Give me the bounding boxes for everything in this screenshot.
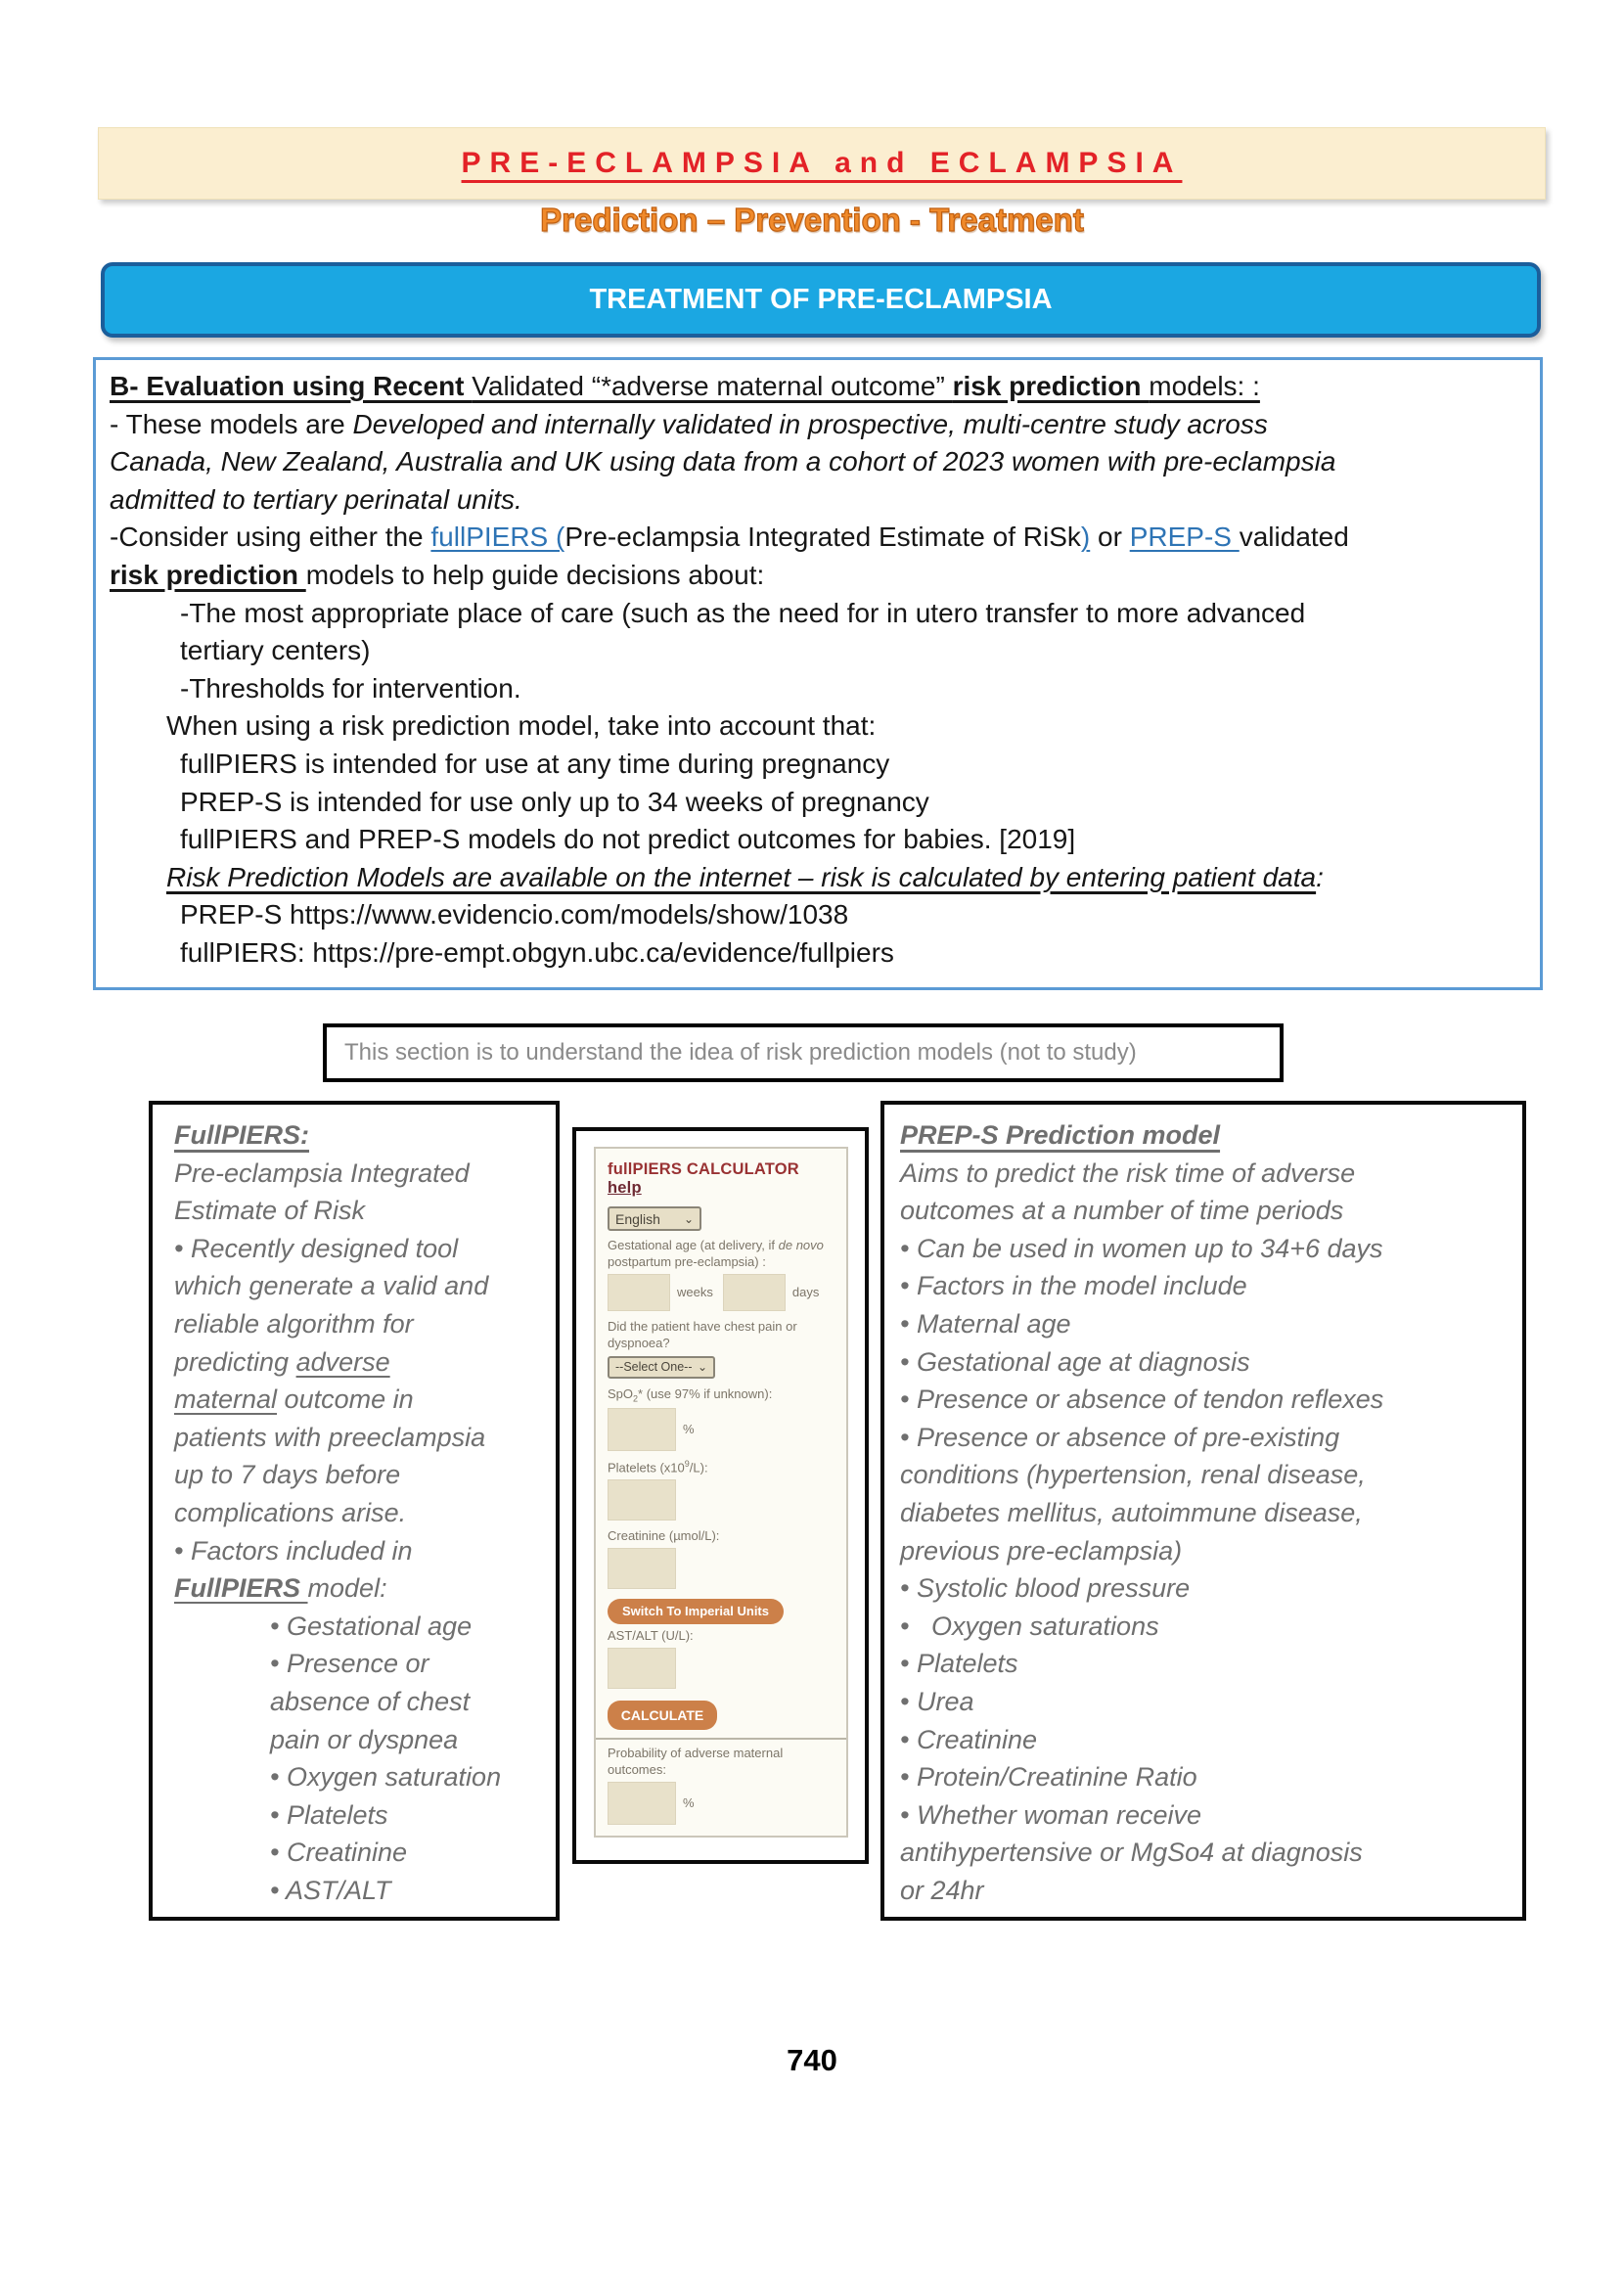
- probability-label: Probability of adverse maternal outcomes:: [608, 1745, 784, 1777]
- calculator-title-text: fullPIERS CALCULATOR: [608, 1160, 799, 1178]
- page-number: 740: [787, 2043, 837, 2077]
- text-fragment-italic: Developed and internally validated in prospective, multi-centre study across: [352, 408, 1268, 439]
- text-line: [174, 1192, 542, 1230]
- text-fragment: • Factors included in: [174, 1535, 413, 1566]
- fullpiers-description-box: [149, 1101, 560, 1921]
- text-line: fullPIERS is intended for use at any time during pregnancy: [180, 748, 890, 779]
- chevron-down-icon: ⌄: [683, 1211, 694, 1226]
- probability-output: [608, 1782, 676, 1825]
- text-line: [110, 519, 1526, 557]
- text-line: [174, 1569, 542, 1608]
- weeks-input[interactable]: [608, 1274, 670, 1311]
- text-line: [174, 1230, 542, 1268]
- section-banner-title: TREATMENT OF PRE-ECLAMPSIA: [589, 284, 1053, 315]
- factor-item: • Platelets: [900, 1649, 1018, 1679]
- text-fragment: - These models are: [110, 408, 353, 439]
- language-select[interactable]: [608, 1206, 701, 1231]
- creatinine-label: Creatinine (µmol/L):: [608, 1528, 720, 1544]
- factor-item: • Can be used in women up to 34+6 days: [900, 1233, 1383, 1263]
- factor-item: • Presence or absence of pre-existing: [900, 1422, 1340, 1452]
- section-note-text: This section is to understand the idea of risk prediction models (not to study): [344, 1039, 1137, 1066]
- section-banner: [101, 262, 1541, 338]
- main-text-box: [93, 357, 1543, 990]
- label-fragment: SpO: [608, 1385, 634, 1401]
- text-fragment-underlined: maternal: [174, 1385, 278, 1415]
- text-fragment: Pre-eclampsia Integrated: [174, 1158, 470, 1188]
- text-line: [174, 1343, 542, 1382]
- text-fragment: which generate a valid and: [174, 1271, 489, 1301]
- text-fragment: predicting: [174, 1346, 296, 1377]
- text-line: previous pre-eclampsia): [900, 1535, 1183, 1566]
- days-input[interactable]: [723, 1274, 786, 1311]
- factor-item: • Factors in the model include: [900, 1271, 1247, 1301]
- text-fragment: complications arise.: [174, 1497, 407, 1527]
- chest-pain-label: Did the patient have chest pain or dyspnoea?: [608, 1318, 797, 1350]
- factor-item: • Urea: [900, 1686, 974, 1716]
- factor-item: • Oxygen saturation: [270, 1762, 502, 1793]
- probability-row: [608, 1782, 835, 1825]
- text-fragment-underlined: Risk Prediction Models are available on the internet – risk is calculated by entering patient data: [166, 861, 1317, 892]
- text-fragment: up to 7 days before: [174, 1460, 401, 1490]
- fullpiers-calculator-box: [572, 1127, 869, 1864]
- text-fragment: Pre-eclampsia Integrated Estimate of RiSk: [564, 522, 1081, 553]
- chest-pain-select[interactable]: [608, 1356, 715, 1379]
- heading-regular: Validated “*adverse maternal outcome”: [472, 371, 953, 401]
- spo2-input[interactable]: [608, 1408, 676, 1451]
- text-line: conditions (hypertension, renal disease,: [900, 1460, 1366, 1490]
- text-fragment-bold: risk prediction: [110, 559, 306, 590]
- text-line: [174, 1305, 542, 1343]
- heading-line: [110, 368, 1526, 406]
- text-line: [110, 406, 1526, 444]
- text-fragment-bold-underlined: FullPIERS: [174, 1573, 308, 1604]
- text-line: diabetes mellitus, autoimmune disease,: [900, 1497, 1363, 1527]
- preps-url-text: PREP-S https://www.evidencio.com/models/show/1038: [180, 899, 849, 931]
- text-line: [174, 1155, 542, 1193]
- label-fragment: Gestational age (at delivery, if: [608, 1238, 779, 1252]
- text-fragment: outcome in: [277, 1385, 414, 1415]
- factor-item: • Platelets: [270, 1799, 388, 1830]
- chest-pain-select-value: --Select One--: [615, 1360, 693, 1375]
- fullpiers-link[interactable]: fullPIERS (: [430, 522, 565, 553]
- text-fragment: models to help guide decisions about:: [305, 559, 765, 590]
- factor-item: • Whether woman receive: [900, 1799, 1202, 1830]
- section-note-box: [323, 1023, 1284, 1082]
- label-fragment: /L):: [689, 1460, 708, 1476]
- label-fragment: postpartum pre-eclampsia) :: [608, 1253, 766, 1269]
- subtitle: Prediction – Prevention - Treatment: [540, 202, 1084, 238]
- text-line: PREP-S is intended for use only up to 34 weeks of pregnancy: [180, 786, 929, 817]
- text-fragment: patients with preeclampsia: [174, 1422, 486, 1452]
- label-fragment-italic: de novo: [778, 1238, 824, 1252]
- text-line: [110, 859, 1526, 897]
- text-line: antihypertensive or MgSo4 at diagnosis: [900, 1838, 1363, 1868]
- fullpiers-url-text: fullPIERS: https://pre-empt.obgyn.ubc.ca/evidence/fullpiers: [180, 936, 894, 968]
- text-line: Canada, New Zealand, Australia and UK using data from a cohort of 2023 women with pre-eclampsia: [110, 446, 1336, 477]
- text-fragment: Estimate of Risk: [174, 1196, 366, 1226]
- text-fragment: or: [1090, 522, 1130, 553]
- spo2-label: [608, 1386, 835, 1405]
- preps-description-box: [880, 1101, 1526, 1921]
- text-fragment: :: [1316, 861, 1324, 892]
- factor-item: • Presence or: [270, 1649, 429, 1679]
- heading-regular-2: models: :: [1149, 371, 1260, 401]
- title-banner: [98, 127, 1546, 200]
- preps-box-title: PREP-S Prediction model: [900, 1120, 1221, 1150]
- fullpiers-calculator-panel: [594, 1147, 848, 1838]
- text-line: or 24hr: [900, 1875, 984, 1905]
- factor-item: • Creatinine: [270, 1838, 408, 1868]
- ast-alt-input[interactable]: [608, 1648, 676, 1689]
- text-line: Aims to predict the risk time of adverse: [900, 1158, 1356, 1188]
- percent-label: %: [683, 1422, 695, 1437]
- text-line: fullPIERS and PREP-S models do not predict outcomes for babies. [2019]: [180, 824, 1076, 855]
- fullpiers-box-title: FullPIERS:: [174, 1120, 310, 1150]
- creatinine-input[interactable]: [608, 1548, 676, 1589]
- factor-item: • AST/ALT: [270, 1875, 391, 1905]
- days-unit-label: days: [791, 1285, 820, 1300]
- label-fragment: * (use 97% if unknown):: [638, 1385, 773, 1401]
- text-line: outcomes at a number of time periods: [900, 1196, 1344, 1226]
- calculator-title: [608, 1160, 835, 1198]
- page-title: PRE-ECLAMPSIA and ECLAMPSIA: [461, 147, 1183, 179]
- text-line: [110, 557, 1526, 595]
- factor-item: absence of chest: [270, 1686, 471, 1716]
- text-fragment: -Consider using either the: [110, 522, 431, 553]
- help-link[interactable]: help: [608, 1179, 642, 1197]
- text-fragment: • Recently designed tool: [174, 1233, 459, 1263]
- gestational-age-row: [608, 1274, 835, 1311]
- platelets-input[interactable]: [608, 1479, 676, 1521]
- chevron-down-icon: ⌄: [697, 1360, 707, 1375]
- text-line: admitted to tertiary perinatal units.: [110, 483, 522, 515]
- weeks-unit-label: weeks: [677, 1285, 713, 1300]
- calculate-button[interactable]: CALCULATE: [608, 1701, 717, 1730]
- fullpiers-link-close[interactable]: ): [1080, 522, 1091, 553]
- divider: [596, 1738, 846, 1740]
- text-fragment: model:: [307, 1573, 387, 1604]
- text-line: [174, 1381, 542, 1419]
- switch-units-button[interactable]: Switch To Imperial Units: [608, 1599, 784, 1624]
- text-line: tertiary centers): [180, 635, 371, 666]
- text-line: When using a risk prediction model, take into account that:: [166, 710, 877, 742]
- text-line: [174, 1456, 542, 1494]
- label-superscript: 9: [684, 1458, 690, 1469]
- factor-item: pain or dyspnea: [270, 1724, 459, 1754]
- ast-alt-label: AST/ALT (U/L):: [608, 1627, 694, 1643]
- label-fragment: Platelets (x10: [608, 1460, 685, 1476]
- text-line: [174, 1267, 542, 1305]
- factor-item: • Creatinine: [900, 1724, 1038, 1754]
- heading-bold: B- Evaluation using Recent: [110, 371, 473, 401]
- text-line: -Thresholds for intervention.: [180, 672, 521, 704]
- factor-item: • Gestational age at diagnosis: [900, 1346, 1250, 1377]
- language-select-value: English: [615, 1210, 660, 1227]
- label-subscript: 2: [633, 1393, 639, 1404]
- text-fragment: validated: [1239, 522, 1349, 553]
- text-line: [174, 1419, 542, 1457]
- spo2-row: [608, 1408, 835, 1451]
- percent-label: %: [683, 1795, 695, 1811]
- preps-link[interactable]: PREP-S: [1129, 522, 1240, 553]
- factor-item: • Maternal age: [900, 1308, 1071, 1339]
- factor-item: • Systolic blood pressure: [900, 1573, 1191, 1604]
- heading-bold-2: risk prediction: [952, 371, 1150, 401]
- factor-item: • Presence or absence of tendon reflexes: [900, 1385, 1384, 1415]
- platelets-label: [608, 1459, 835, 1476]
- factor-item: • Oxygen saturations: [900, 1611, 1159, 1641]
- text-fragment-underlined: adverse: [295, 1346, 390, 1377]
- gestational-age-label: [608, 1238, 835, 1271]
- text-fragment: reliable algorithm for: [174, 1308, 414, 1339]
- text-line: -The most appropriate place of care (such as the need for in utero transfer to more advanced: [180, 597, 1306, 628]
- text-line: [174, 1494, 542, 1532]
- text-line: [174, 1532, 542, 1570]
- factor-item: • Protein/Creatinine Ratio: [900, 1762, 1197, 1793]
- factor-item: • Gestational age: [270, 1611, 473, 1641]
